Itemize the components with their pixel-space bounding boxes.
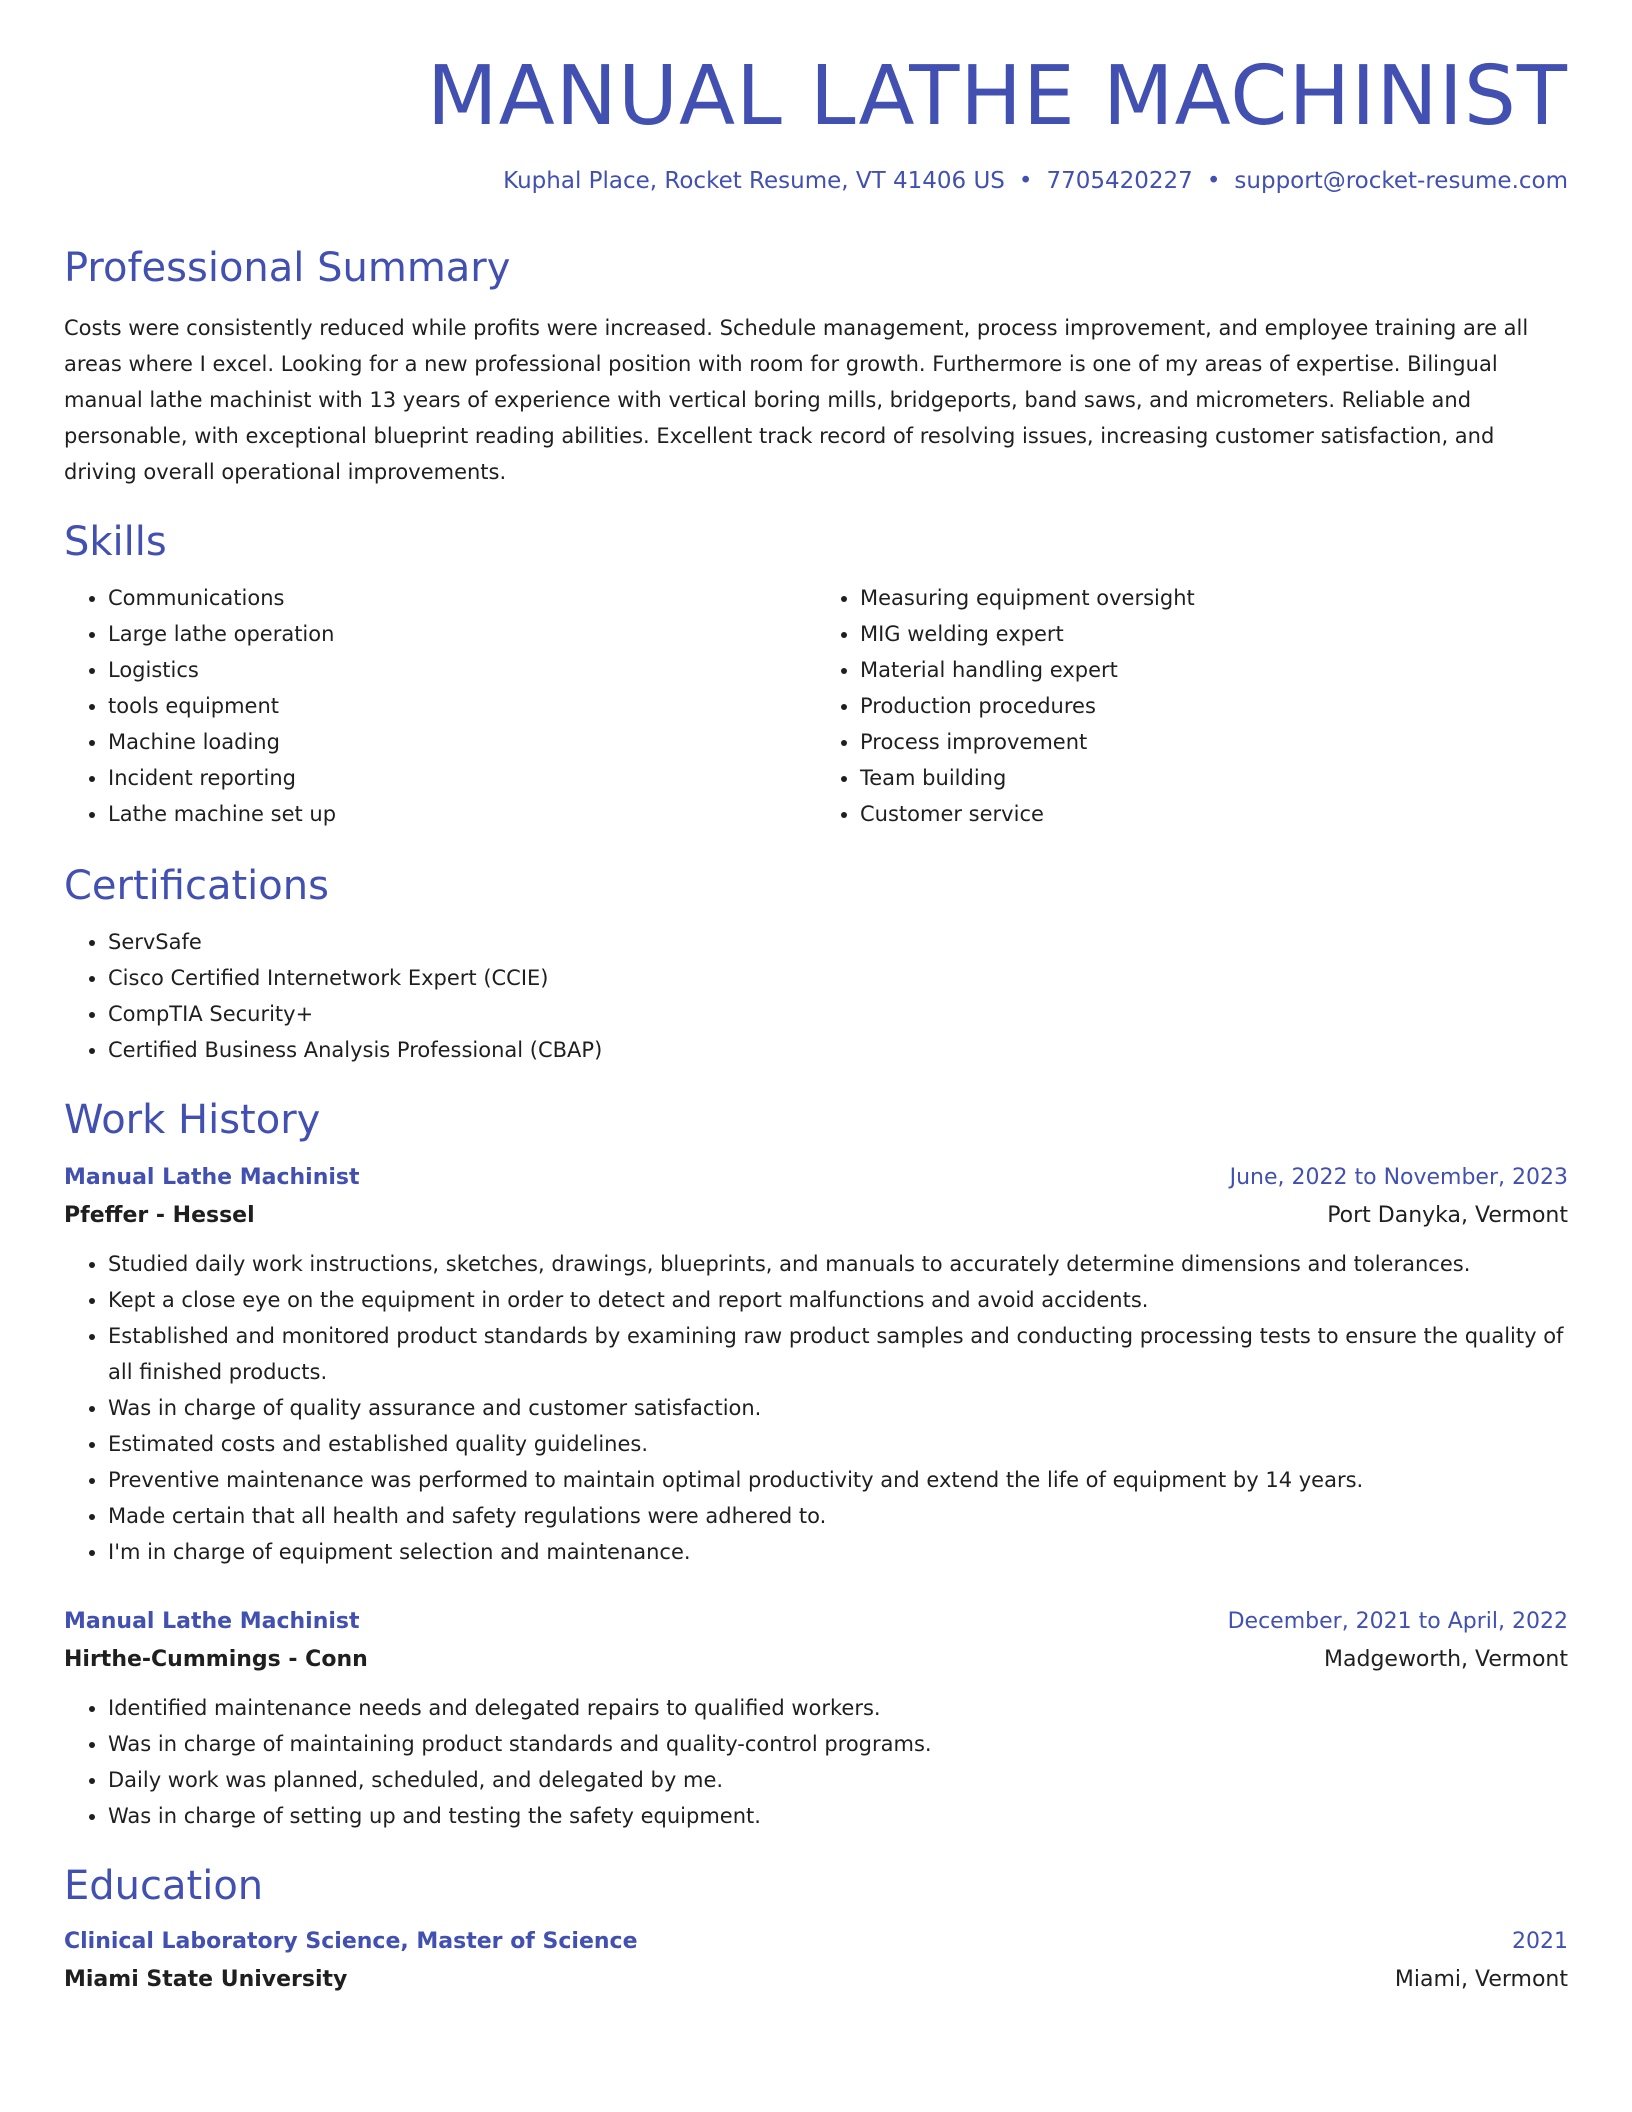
certification-item: • Certified Business Analysis Professional (CBAP): [108, 1032, 1568, 1068]
skill-item: • Material handling expert: [860, 652, 1568, 688]
job-duty: • Kept a close eye on the equipment in order to detect and report malfunctions and avoid accidents.: [108, 1282, 1568, 1318]
work-history-heading: Work History: [64, 1097, 321, 1144]
certification-item: • CompTIA Security+: [108, 996, 1568, 1032]
education-entry: [64, 1924, 1568, 2000]
job-duty: • Established and monitored product standards by examining raw product samples and conducting processing tests to ensure the quality of all finished products.: [108, 1318, 1568, 1390]
contact-separator: •: [1018, 168, 1033, 195]
skill-item: • Team building: [860, 760, 1568, 796]
education-degree: Clinical Laboratory Science, Master of Science: [64, 1929, 638, 1955]
skill-item: • Process improvement: [860, 724, 1568, 760]
job-title-row: [64, 1604, 1568, 1640]
job-entry: [64, 1160, 1568, 1570]
education-school-row: [64, 1960, 1568, 2000]
contact-line: [64, 168, 1568, 194]
skills-columns: [64, 580, 1568, 832]
certifications-list: [64, 924, 1568, 1068]
contact-phone: 7705420227: [1046, 168, 1193, 195]
summary-section: [64, 244, 1568, 490]
skill-item: • Incident reporting: [108, 760, 816, 796]
skill-item: • MIG welding expert: [860, 616, 1568, 652]
job-dates: December, 2021 to April, 2022: [1227, 1609, 1568, 1635]
certification-item: • Cisco Certified Internetwork Expert (CCIE): [108, 960, 1568, 996]
job-company-row: [64, 1196, 1568, 1236]
job-duty: • Was in charge of setting up and testing the safety equipment.: [108, 1798, 1568, 1834]
education-degree-row: [64, 1924, 1568, 1960]
job-company: Pfeffer - Hessel: [64, 1203, 255, 1229]
job-duty: • I'm in charge of equipment selection and maintenance.: [108, 1534, 1568, 1570]
job-location: Port Danyka, Vermont: [1327, 1203, 1568, 1229]
contact-separator: •: [1206, 168, 1221, 195]
job-duty: • Identified maintenance needs and delegated repairs to qualified workers.: [108, 1690, 1568, 1726]
job-title-row: [64, 1160, 1568, 1196]
work-history-section: [64, 1096, 1568, 1834]
job-duty: • Was in charge of quality assurance and customer satisfaction.: [108, 1390, 1568, 1426]
job-dates: June, 2022 to November, 2023: [1229, 1165, 1568, 1191]
contact-email: support@rocket-resume.com: [1234, 168, 1568, 195]
skill-item: • Customer service: [860, 796, 1568, 832]
job-duties-list: [64, 1246, 1568, 1570]
education-location: Miami, Vermont: [1394, 1967, 1568, 1993]
job-company-row: [64, 1640, 1568, 1680]
education-year: 2021: [1512, 1929, 1568, 1955]
candidate-name: MANUAL LATHE MACHINIST: [426, 49, 1568, 144]
skill-item: • Measuring equipment oversight: [860, 580, 1568, 616]
education-heading: Education: [64, 1863, 264, 1910]
job-company: Hirthe-Cummings - Conn: [64, 1647, 368, 1673]
skills-left-list: [64, 580, 816, 832]
skills-right-list: [816, 580, 1568, 832]
job-duty: • Was in charge of maintaining product standards and quality-control programs.: [108, 1726, 1568, 1762]
job-duties-list: [64, 1690, 1568, 1834]
certifications-section: [64, 862, 1568, 1068]
certifications-heading: Certifications: [64, 863, 329, 910]
skill-item: • Machine loading: [108, 724, 816, 760]
summary-text: Costs were consistently reduced while profits were increased. Schedule management, process improvement, and employee training are all areas where I excel. Looking for a new professional position with room for growth. Furthermore is one of my areas of expertise. Bilingual manual lathe machinist with 13 years of experience with vertical boring mills, bridgeports, band saws, and micrometers. Reliable and personable, with exceptional blueprint reading abilities. Excellent track record of resolving issues, increasing customer satisfaction, and driving overall operational improvements.: [64, 316, 1529, 485]
certification-item: • ServSafe: [108, 924, 1568, 960]
education-section: [64, 1862, 1568, 2000]
contact-address: Kuphal Place, Rocket Resume, VT 41406 US: [503, 168, 1005, 195]
job-entry: [64, 1604, 1568, 1834]
skills-section: [64, 518, 1568, 832]
skill-item: • Logistics: [108, 652, 816, 688]
job-role: Manual Lathe Machinist: [64, 1165, 360, 1191]
skill-item: • Production procedures: [860, 688, 1568, 724]
skill-item: • tools equipment: [108, 688, 816, 724]
job-duty: • Estimated costs and established quality guidelines.: [108, 1426, 1568, 1462]
job-duty: • Preventive maintenance was performed to maintain optimal productivity and extend the life of equipment by 14 years.: [108, 1462, 1568, 1498]
education-school: Miami State University: [64, 1967, 348, 1993]
job-location: Madgeworth, Vermont: [1324, 1647, 1568, 1673]
skill-item: • Communications: [108, 580, 816, 616]
skill-item: • Large lathe operation: [108, 616, 816, 652]
job-role: Manual Lathe Machinist: [64, 1609, 360, 1635]
job-duty: • Made certain that all health and safety regulations were adhered to.: [108, 1498, 1568, 1534]
skills-heading: Skills: [64, 519, 167, 566]
job-duty: • Studied daily work instructions, sketches, drawings, blueprints, and manuals to accurately determine dimensions and tolerances.: [108, 1246, 1568, 1282]
job-duty: • Daily work was planned, scheduled, and delegated by me.: [108, 1762, 1568, 1798]
skill-item: • Lathe machine set up: [108, 796, 816, 832]
summary-heading: Professional Summary: [64, 245, 511, 292]
